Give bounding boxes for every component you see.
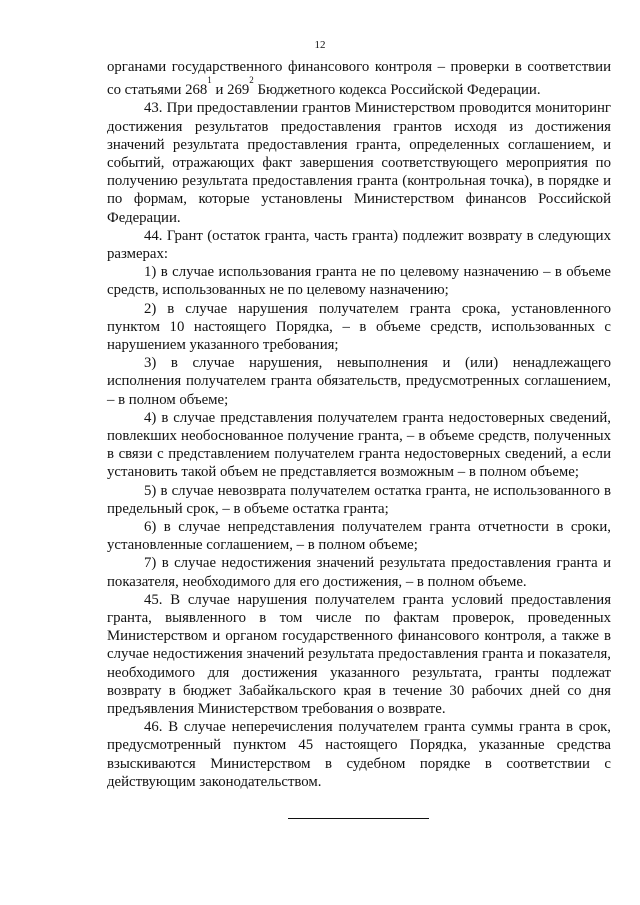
paragraph-45: 45. В случае нарушения получателем гранта условий предоставления гранта, выявленного в том числе по фактам проверок, проведенных Министерством и органом государственного финансового контроля, а также в случае недостижения значений результата предоставления гранта и показателя, необходимого для достижения указанного результата, гранты подлежат возврату в бюджет Забайкальского края в течение 30 рабочих дней со дня предъявления Министерством требования о возврате.: [107, 591, 611, 718]
intro-text-b: и 269: [211, 82, 250, 99]
footnote-marker-1: 1: [207, 75, 212, 86]
list-item-1: 1) в случае использования гранта не по целевому назначению – в объеме средств, использованных не по целевому назначению;: [107, 264, 611, 299]
document-body: [107, 58, 611, 791]
end-of-document-rule: [288, 818, 429, 819]
list-item-4: 4) в случае представления получателем гранта недостоверных сведений, повлекших необоснованное получение гранта, – в объеме средств, полученных в связи с представлением получателем гранта недостоверных сведений, а если установить такой объем не представляется возможным – в полном объеме;: [107, 409, 611, 481]
list-item-2: 2) в случае нарушения получателем гранта срока, установленного пунктом 10 настоящего Порядка, – в объеме средств, использованных с нарушением указанного требования;: [107, 300, 611, 353]
paragraph-44: 44. Грант (остаток гранта, часть гранта) подлежит возврату в следующих размерах:: [107, 227, 611, 262]
footnote-marker-2: 2: [249, 75, 254, 86]
intro-text-c: Бюджетного кодекса Российской Федерации.: [253, 82, 541, 99]
page-number: 12: [314, 39, 326, 51]
list-item-5: 5) в случае невозврата получателем остатка гранта, не использованного в предельный срок, – в объеме остатка гранта;: [107, 482, 611, 517]
paragraph-continuation: [107, 58, 611, 99]
list-item-6: 6) в случае непредставления получателем гранта отчетности в сроки, установленные соглашением, – в полном объеме;: [107, 519, 611, 554]
list-item-7: 7) в случае недостижения значений результата предоставления гранта и показателя, необходимого для его достижения, – в полном объеме.: [107, 555, 611, 590]
paragraph-43: 43. При предоставлении грантов Министерством проводится мониторинг достижения результатов предоставления грантов исходя из достижения значений результата предоставления гранта, определенных соглашением, и событий, отражающих факт завершения соответствующего мероприятия по получению результата предоставления гранта (контрольная точка), в порядке и по формам, которые установлены Министерством финансов Российской Федерации.: [107, 100, 611, 226]
paragraph-46: 46. В случае неперечисления получателем гранта суммы гранта в срок, предусмотренный пунктом 45 настоящего Порядка, указанные средства взыскиваются Министерством в судебном порядке в соответствии с действующим законодательством.: [107, 719, 611, 790]
intro-text-a: органами государственного финансового контроля – проверки в соответствии со статьями 268: [107, 59, 611, 99]
list-item-3: 3) в случае нарушения, невыполнения и (или) ненадлежащего исполнения получателем гранта обязательств, предусмотренных соглашением, – в полном объеме;: [107, 355, 611, 408]
